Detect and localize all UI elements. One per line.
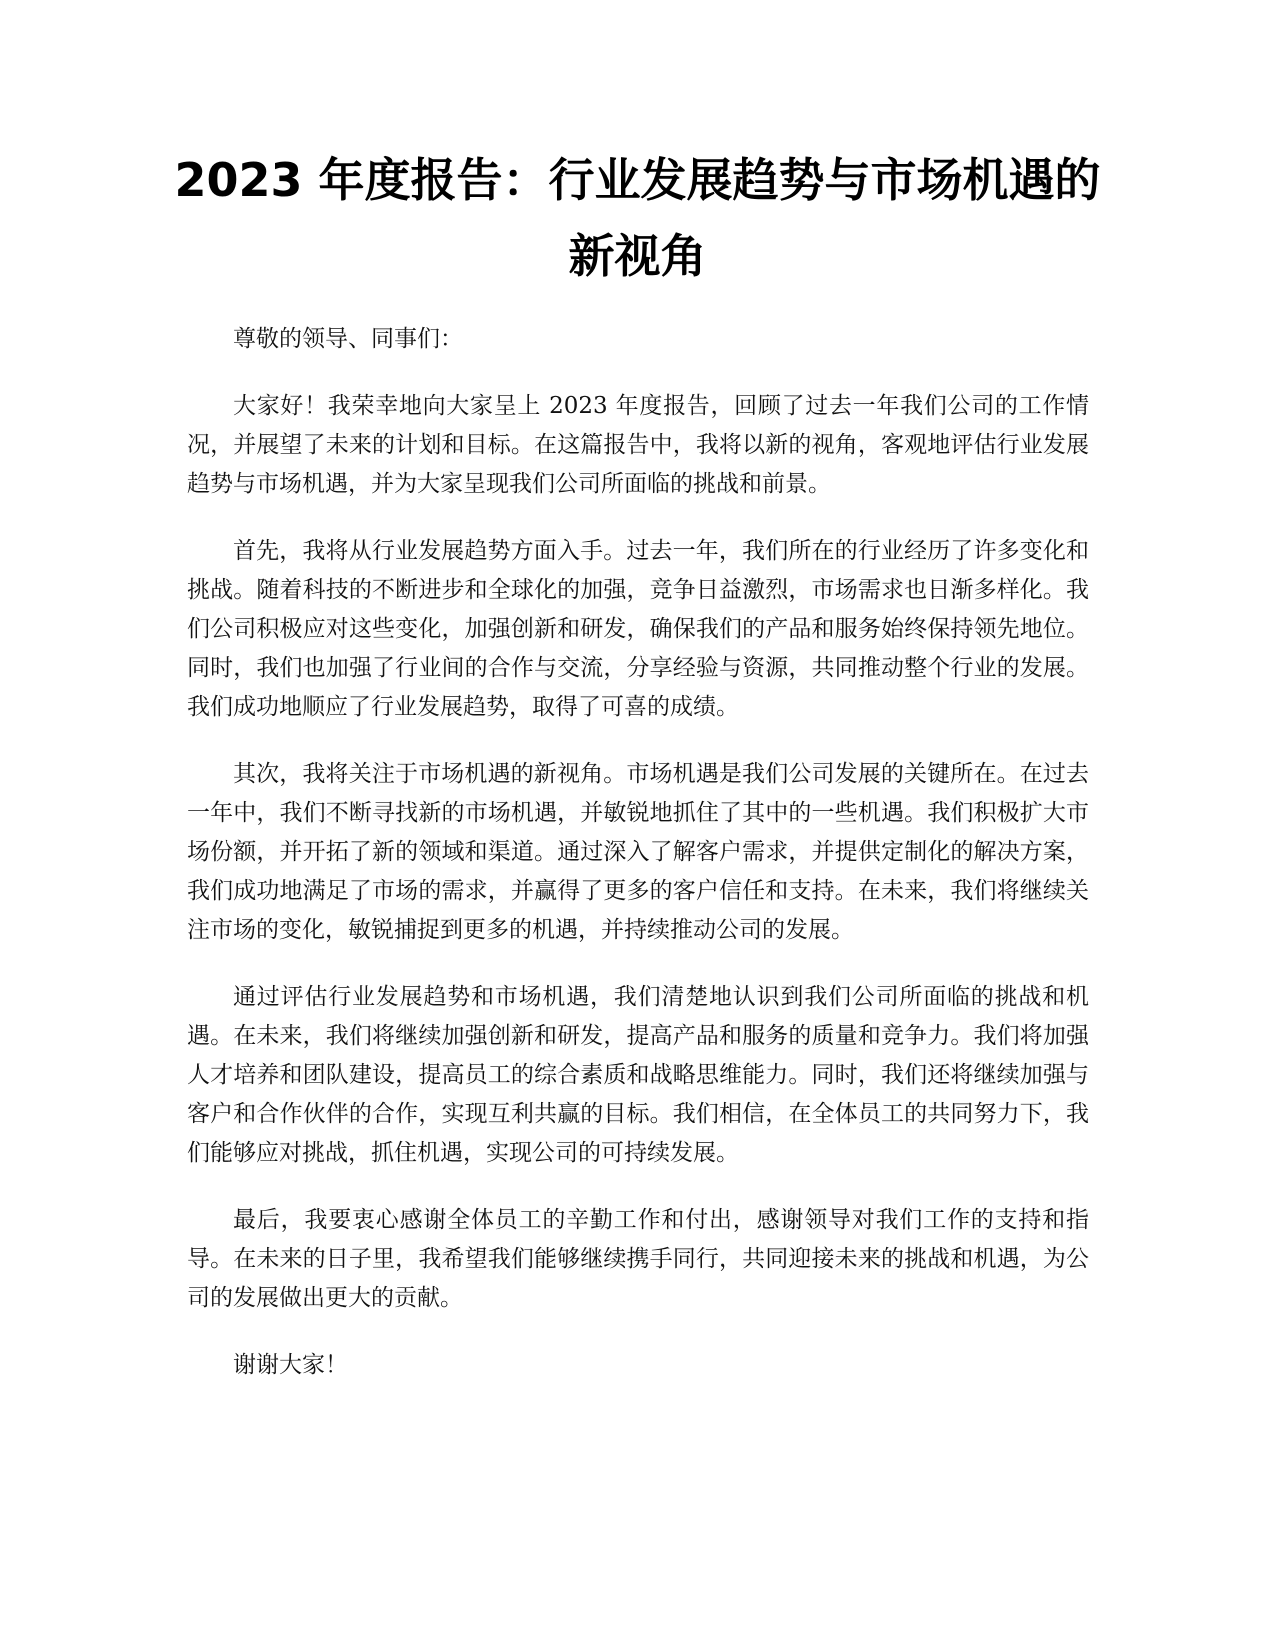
paragraph-intro: 大家好！我荣幸地向大家呈上 2023 年度报告，回顾了过去一年我们公司的工作情况，并展望了未来的计划和目标。在这篇报告中，我将以新的视角，客观地评估行业发展趋势与市场机遇，并为大家呈现我们公司所面临的挑战和前景。 bbox=[187, 393, 1089, 497]
document-title bbox=[150, 142, 1125, 294]
paragraph-market-opportunities: 其次，我将关注于市场机遇的新视角。市场机遇是我们公司发展的关键所在。在过去一年中，我们不断寻找新的市场机遇，并敏锐地抓住了其中的一些机遇。我们积极扩大市场份额，并开拓了新的领域和渠道。通过深入了解客户需求，并提供定制化的解决方案，我们成功地满足了市场的需求，并赢得了更多的客户信任和支持。在未来，我们将继续关注市场的变化，敏锐捕捉到更多的机遇，并持续推动公司的发展。 bbox=[187, 761, 1089, 943]
paragraph-industry-trends: 首先，我将从行业发展趋势方面入手。过去一年，我们所在的行业经历了许多变化和挑战。随着科技的不断进步和全球化的加强，竞争日益激烈，市场需求也日渐多样化。我们公司积极应对这些变化，加强创新和研发，确保我们的产品和服务始终保持领先地位。同时，我们也加强了行业间的合作与交流，分享经验与资源，共同推动整个行业的发展。我们成功地顺应了行业发展趋势，取得了可喜的成绩。 bbox=[187, 538, 1089, 720]
closing: 谢谢大家！ bbox=[233, 1352, 348, 1378]
paragraph-thanks: 最后，我要衷心感谢全体员工的辛勤工作和付出，感谢领导对我们工作的支持和指导。在未来的日子里，我希望我们能够继续携手同行，共同迎接未来的挑战和机遇，为公司的发展做出更大的贡献。 bbox=[187, 1207, 1089, 1311]
title-line-1: 2023 年度报告：行业发展趋势与市场机遇的 bbox=[174, 153, 1101, 207]
salutation: 尊敬的领导、同事们： bbox=[233, 326, 463, 352]
document-body bbox=[187, 320, 1089, 1413]
title-line-2: 新视角 bbox=[568, 229, 707, 283]
paragraph-challenges-outlook: 通过评估行业发展趋势和市场机遇，我们清楚地认识到我们公司所面临的挑战和机遇。在未来，我们将继续加强创新和研发，提高产品和服务的质量和竞争力。我们将加强人才培养和团队建设，提高员工的综合素质和战略思维能力。同时，我们还将继续加强与客户和合作伙伴的合作，实现互利共赢的目标。我们相信，在全体员工的共同努力下，我们能够应对挑战，抓住机遇，实现公司的可持续发展。 bbox=[187, 984, 1089, 1166]
